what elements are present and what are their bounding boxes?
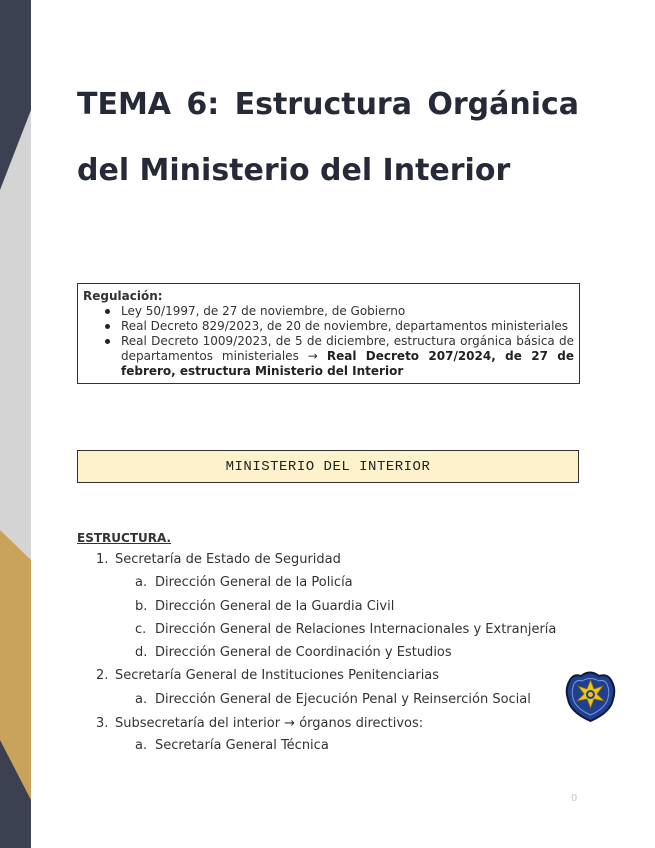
structure-heading: ESTRUCTURA. [77, 531, 172, 545]
structure-subitem: b. Dirección General de la Guardia Civil [135, 599, 395, 614]
structure-subitem: d. Dirección General de Coordinación y Estudios [135, 645, 452, 660]
structure-item-3: 3. Subsecretaría del interior → órganos directivos: [96, 716, 424, 731]
structure-subitem: a. Secretaría General Técnica [135, 738, 329, 753]
regulation-item: Ley 50/1997, de 27 de noviembre, de Gobierno [83, 304, 574, 319]
regulation-box [77, 283, 580, 384]
regulation-item: Real Decreto 1009/2023, de 5 de diciembre, estructura orgánica básica de departamentos ministeriales → Real Decreto 207/2024, de 27 de febrero, estructura Ministerio del Interior [83, 334, 574, 379]
police-badge-icon [563, 668, 618, 723]
structure-subitem: a. Dirección General de la Policía [135, 575, 353, 590]
structure-subitem: a. Dirección General de Ejecución Penal y Reinserción Social [135, 692, 531, 707]
structure-subitem: c. Dirección General de Relaciones Internacionales y Extranjería [135, 622, 557, 637]
regulation-item-bold: Real Decreto 207/2024, de 27 de febrero, estructura Ministerio del Interior [121, 349, 574, 378]
ministry-banner: MINISTERIO DEL INTERIOR [77, 450, 579, 483]
side-decoration [0, 0, 31, 848]
structure-item-2: 2. Secretaría General de Instituciones Penitenciarias [96, 668, 440, 683]
page-title: TEMA 6: Estructura Orgánica del Ministerio del Interior [77, 87, 579, 188]
regulation-list [83, 304, 574, 379]
structure-item-1: 1. Secretaría de Estado de Seguridad [96, 552, 341, 567]
page-number: 0 [571, 793, 578, 804]
regulation-heading: Regulación: [83, 289, 163, 303]
regulation-item: Real Decreto 829/2023, de 20 de noviembre, departamentos ministeriales [83, 319, 574, 334]
